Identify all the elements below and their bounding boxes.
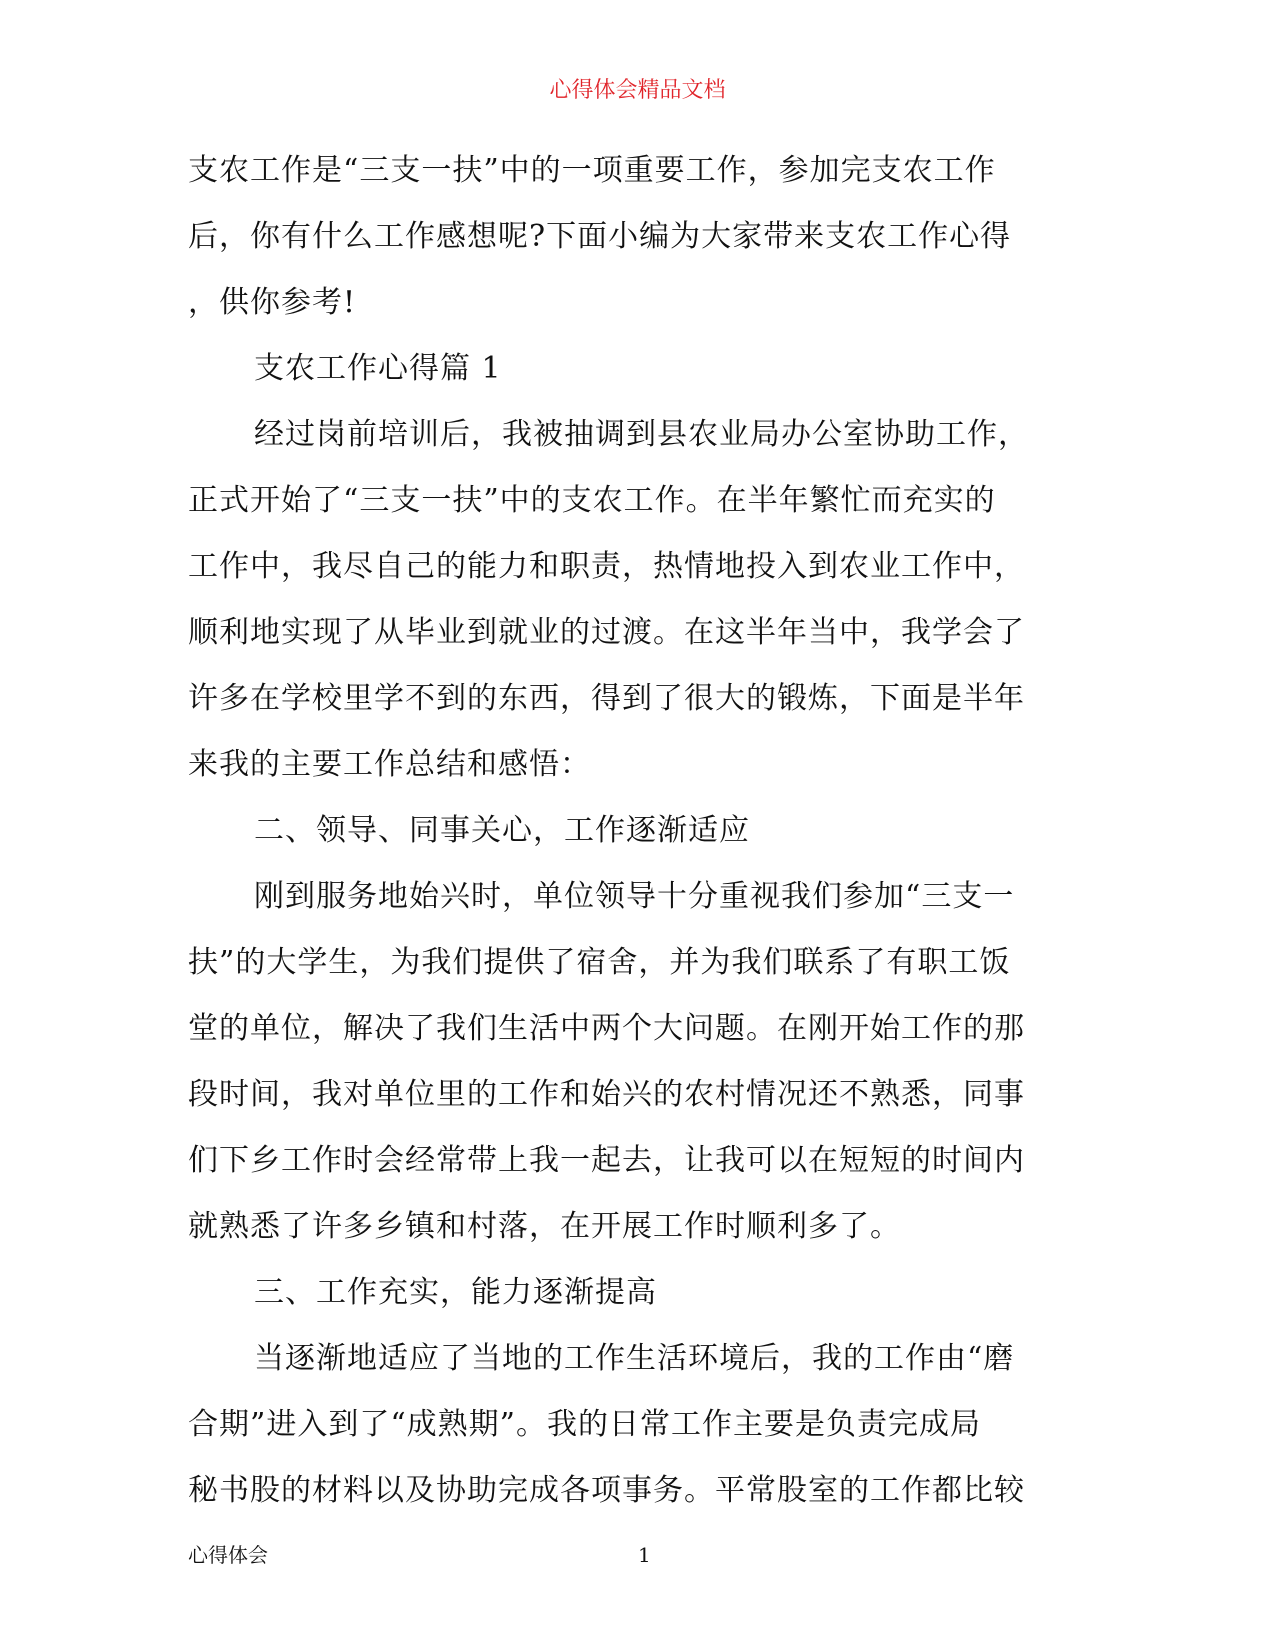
footer-label: 心得体会 <box>188 1543 268 1567</box>
body-line: 秘书股的材料以及协助完成各项事务。平常股室的工作都比较 <box>188 1473 1025 1508</box>
body-line: 正式开始了“三支一扶”中的支农工作。在半年繁忙而充实的 <box>188 483 996 518</box>
page-number: 1 <box>638 1543 651 1567</box>
body-line: 支农工作是“三支一扶”中的一项重要工作，参加完支农工作 <box>188 153 996 188</box>
body-line: 堂的单位，解决了我们生活中两个大问题。在刚开始工作的那 <box>188 1011 1025 1046</box>
body-line: 刚到服务地始兴时，单位领导十分重视我们参加“三支一 <box>254 879 1015 914</box>
document-body <box>188 138 1088 1524</box>
body-line: 们下乡工作时会经常带上我一起去，让我可以在短短的时间内 <box>188 1143 1025 1178</box>
body-line: 许多在学校里学不到的东西，得到了很大的锻炼，下面是半年 <box>188 681 1025 716</box>
body-line: 来我的主要工作总结和感悟： <box>188 747 591 782</box>
body-line: 工作中，我尽自己的能力和职责，热情地投入到农业工作中， <box>188 549 1025 584</box>
body-line: ，供你参考! <box>188 285 357 320</box>
body-line: 段时间，我对单位里的工作和始兴的农村情况还不熟悉，同事 <box>188 1077 1025 1112</box>
body-line: 扶”的大学生，为我们提供了宿舍，并为我们联系了有职工饭 <box>188 945 1011 980</box>
body-line: 后，你有什么工作感想呢?下面小编为大家带来支农工作心得 <box>188 219 1012 254</box>
body-line: 顺利地实现了从毕业到就业的过渡。在这半年当中，我学会了 <box>188 615 1025 650</box>
body-line: 合期”进入到了“成熟期”。我的日常工作主要是负责完成局 <box>188 1407 982 1442</box>
body-line: 经过岗前培训后，我被抽调到县农业局办公室协助工作， <box>254 417 1029 452</box>
section-heading: 支农工作心得篇 1 <box>254 351 502 386</box>
page-header: 心得体会精品文档 <box>549 78 726 103</box>
section-heading: 二、领导、同事关心，工作逐渐适应 <box>254 813 750 848</box>
body-line: 就熟悉了许多乡镇和村落，在开展工作时顺利多了。 <box>188 1209 901 1244</box>
section-heading: 三、工作充实，能力逐渐提高 <box>254 1275 657 1310</box>
body-line: 当逐渐地适应了当地的工作生活环境后，我的工作由“磨 <box>254 1341 1015 1376</box>
page-footer <box>188 1540 1088 1570</box>
